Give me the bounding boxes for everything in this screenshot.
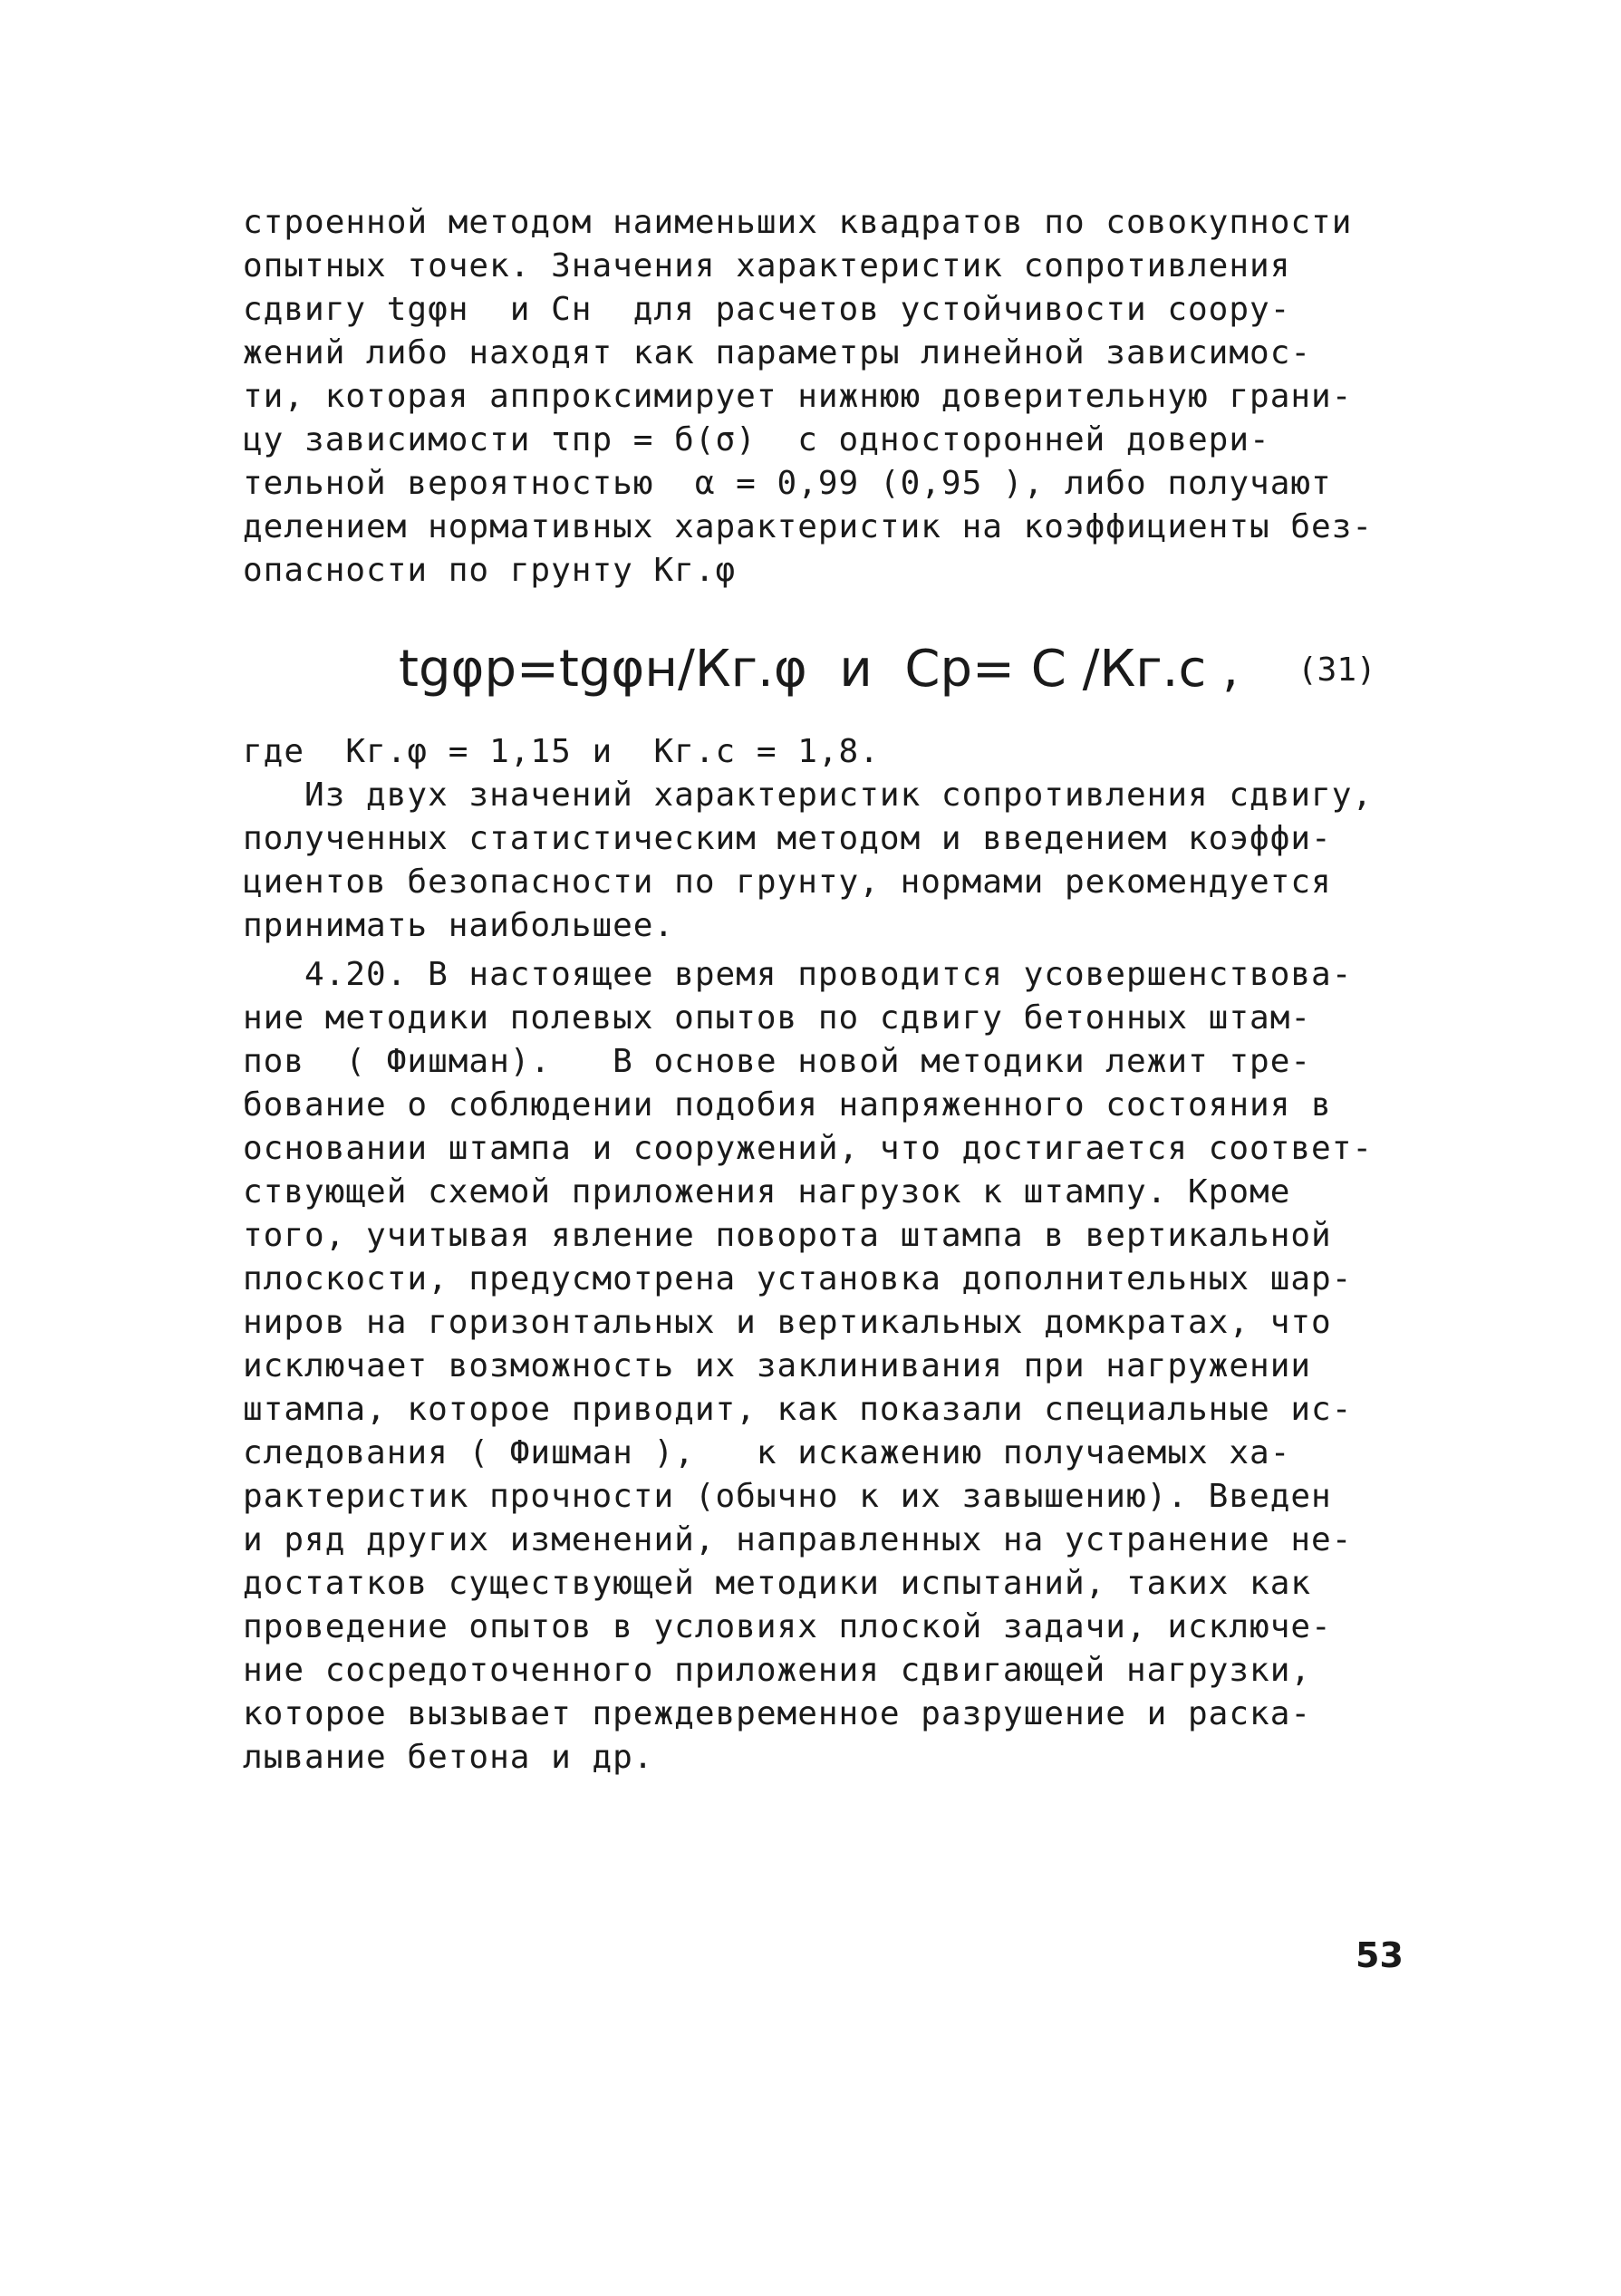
- text-line: циентов безопасности по грунту, нормами рекомендуется: [243, 863, 1332, 901]
- text-line: ти, которая аппроксимирует нижнюю доверительную грани-: [243, 378, 1353, 415]
- text-line: 4.20. В настоящее время проводится усовершенствова-: [243, 956, 1353, 993]
- text-line: Из двух значений характеристик сопротивления сдвигу,: [243, 777, 1374, 814]
- text-line: проведение опытов в условиях плоской задачи, исключе-: [243, 1608, 1332, 1645]
- text-line: опытных точек. Значения характеристик сопротивления: [243, 247, 1291, 285]
- text-line: и ряд других изменений, направленных на устранение не-: [243, 1521, 1353, 1558]
- text-line: тельной вероятностью α = 0,99 (0,95 ), либо получают: [243, 465, 1332, 502]
- where-line: где Кг.φ = 1,15 и Кг.с = 1,8.: [243, 733, 880, 770]
- text-line: основании штампа и сооружений, что достигается соответ-: [243, 1130, 1374, 1167]
- text-line: ниров на горизонтальных и вертикальных домкратах, что: [243, 1304, 1332, 1341]
- equation-number: (31): [1298, 651, 1376, 689]
- text-line: плоскости, предусмотрена установка дополнительных шар-: [243, 1260, 1353, 1298]
- text-line: пов ( Фишман). В основе новой методики лежит тре-: [243, 1043, 1312, 1080]
- text-line: следования ( Фишман ), к искажению получаемых ха-: [243, 1434, 1291, 1471]
- text-line: делением нормативных характеристик на коэффициенты без-: [243, 508, 1374, 545]
- text-line: цу зависимости τпр = б(σ) с односторонней довери-: [243, 421, 1270, 458]
- text-line: рактеристик прочности (обычно к их завышению). Введен: [243, 1478, 1332, 1515]
- text-line: которое вызывает преждевременное разрушение и раска-: [243, 1695, 1312, 1732]
- text-line: достатков существующей методики испытаний, таких как: [243, 1565, 1312, 1602]
- text-line: ние сосредоточенного приложения сдвигающей нагрузки,: [243, 1652, 1312, 1689]
- text-line: жений либо находят как параметры линейной зависимос-: [243, 334, 1312, 371]
- text-line: опасности по грунту Кг.φ: [243, 552, 737, 589]
- text-line: исключает возможность их заклинивания при нагружении: [243, 1347, 1312, 1384]
- text-line: ние методики полевых опытов по сдвигу бетонных штам-: [243, 999, 1312, 1037]
- text-line: лывание бетона и др.: [243, 1739, 654, 1776]
- text-line: ствующей схемой приложения нагрузок к штампу. Кроме: [243, 1173, 1291, 1211]
- page-number: 53: [1356, 1935, 1404, 1975]
- text-line: полученных статистическим методом и введением коэффи-: [243, 820, 1332, 857]
- text-line: того, учитывая явление поворота штампа в вертикальной: [243, 1217, 1332, 1254]
- text-line: принимать наибольшее.: [243, 907, 675, 944]
- text-line: строенной методом наименьших квадратов по совокупности: [243, 204, 1353, 241]
- text-line: сдвигу tgφн и Сн для расчетов устойчивости соору-: [243, 291, 1291, 328]
- formula-31: tgφр=tgφн/Кг.φ и Ср= С /Кг.с ,: [399, 640, 1239, 699]
- text-line: штампа, которое приводит, как показали специальные ис-: [243, 1391, 1353, 1428]
- text-line: бование о соблюдении подобия напряженного состояния в: [243, 1086, 1332, 1124]
